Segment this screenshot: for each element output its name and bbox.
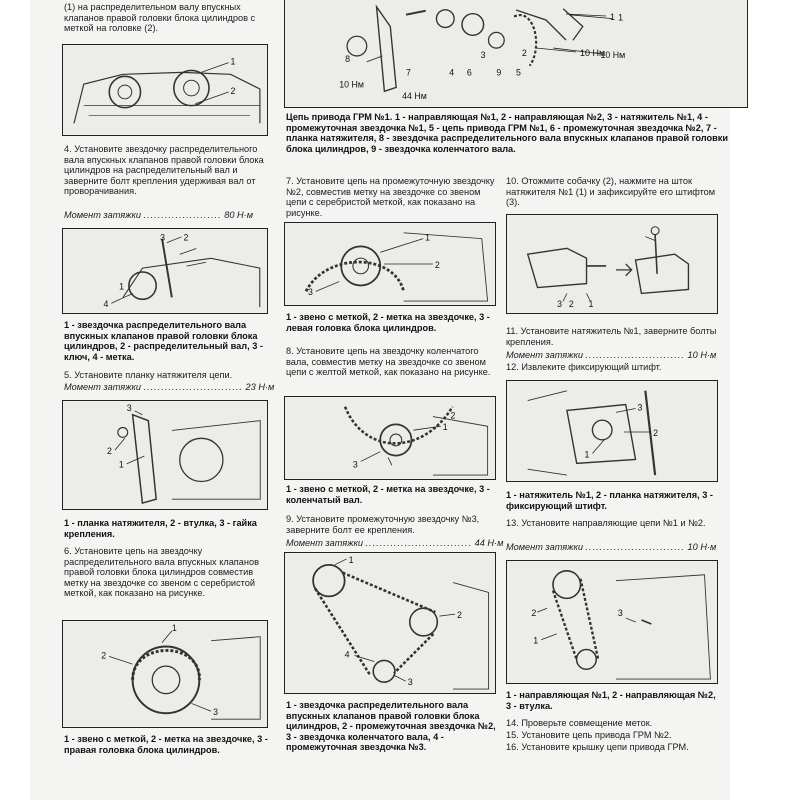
figure-callout-2: 2 (450, 410, 456, 421)
figure-callout-3: 3 (480, 49, 486, 60)
caption-figure-6: 1 - звено с меткой, 2 - метка на звездочке, 3 - коленчатый вал. (286, 484, 490, 505)
figure-callout-1: 1 (584, 449, 590, 460)
figure-callout-torque: 10 Нм (580, 48, 606, 58)
figure-callout-3: 3 (160, 232, 166, 243)
torque-row-step5: Момент затяжки ............................ 23 Н·м (64, 382, 275, 392)
figure-tensioner-pin (506, 214, 718, 314)
paragraph-step9: 9. Установите промежуточную звездочку №3, заверните болт ее крепления. (286, 514, 480, 535)
torque-label: Момент затяжки (64, 382, 141, 392)
torque-value: 23 Н·м (245, 382, 275, 392)
figure-tensioner-installed-drawing (507, 381, 717, 481)
torque-label: Момент затяжки (506, 350, 583, 360)
figure-crankshaft-sprocket-drawing (285, 397, 495, 479)
torque-label: Момент затяжки (286, 538, 363, 548)
figure-callout-2: 2 (230, 85, 236, 96)
figure-callout-3: 3 (407, 677, 413, 688)
figure-tensioner-rail (62, 400, 268, 510)
figure-callout-4: 4 (449, 67, 455, 78)
figure-callout-2: 2 (653, 427, 659, 438)
figure-callout-1: 1 (118, 459, 124, 470)
figure-callout-9: 9 (496, 67, 502, 78)
figure-callout-8: 8 (345, 53, 351, 64)
torque-value: 44 Н·м (474, 538, 504, 548)
figure-camshaft-mark (62, 44, 268, 136)
caption-figure-4: 1 - звено с меткой, 2 - метка на звездочке, 3 - правая головка блока цилиндров. (64, 734, 268, 755)
paragraph-step14: 14. Проверьте совмещение меток. (506, 718, 653, 728)
torque-value: 80 Н·м (224, 210, 253, 220)
paragraph-step10: 10. Отожмите собачку (2), нажмите на шток натяжителя №1 (1) и зафиксируйте его штифтом (3). (506, 176, 716, 208)
caption-figure-5: 1 - звено с меткой, 2 - метка на звездочке, 3 - левая головка блока цилиндров. (286, 312, 490, 333)
figure-callout-3: 3 (617, 608, 623, 619)
figure-callout-1: 1 (230, 56, 236, 67)
paragraph-step4: 4. Установите звездочку распределительного вала впускных клапанов правой головки блока цилиндров на распределительный вал и заверните болт крепления удерживая вал от проворачивания. (64, 144, 264, 197)
figure-camshaft-sprocket-drawing (63, 229, 267, 313)
paragraph-step3-end: (1) на распределительном валу впускных клапанов правой головки блока цилиндров с меткой на головке (2). (64, 2, 256, 34)
figure-callout-2: 2 (531, 608, 537, 619)
caption-figure-9: 1 - натяжитель №1, 2 - планка натяжителя, 3 - фиксирующий штифт. (506, 490, 713, 511)
torque-row-step4: Момент затяжки ...................... 80 Н·м (64, 210, 253, 220)
figure-camshaft-mark-drawing (63, 45, 267, 135)
figure-callout-torque-c: 44 Нм (402, 91, 427, 102)
figure-callout-2: 2 (521, 47, 527, 58)
figure-callout-2: 2 (434, 259, 440, 270)
caption-figure-10: 1 - направляющая №1, 2 - направляющая №2, 3 - втулка. (506, 690, 716, 711)
figure-tensioner-rail-drawing (63, 401, 267, 509)
paragraph-step11: 11. Установите натяжитель №1, заверните болты крепления. (506, 326, 717, 347)
figure-timing-chain-right-part (506, 0, 726, 60)
torque-row-step11: Момент затяжки ............................ 10 Н·м (506, 350, 717, 360)
paragraph-step12: 12. Извлеките фиксирующий штифт. (506, 362, 662, 372)
figure-callout-2: 2 (183, 232, 189, 243)
torque-value: 10 Н·м (687, 350, 717, 360)
figure-callout-1: 1 (442, 422, 448, 433)
figure-callout-3: 3 (126, 402, 132, 413)
figure-chain-link-mark-drawing (63, 621, 267, 727)
torque-value: 10 Н·м (687, 542, 717, 552)
figure-chain-guides (506, 560, 718, 684)
paragraph-step15: 15. Установите цепь привода ГРМ №2. (506, 730, 672, 740)
torque-label: Момент затяжки (506, 542, 583, 552)
caption-figure-7: 1 - звездочка распределительного вала впускных клапанов правой головки блока цилиндров, 2 - промежуточная звездочка №2, 3 - звездочка коленчатого вала, 4 - промежуточная звездочка №3. (286, 700, 496, 753)
figure-callout-3: 3 (308, 287, 313, 298)
figure-callout-torque-a: 10 Нм (600, 49, 626, 60)
figure-callout-1: 1 (171, 622, 177, 633)
figure-callout-1: 1 (533, 635, 539, 646)
paragraph-step7: 7. Установите цепь на промежуточную звездочку №2, совместив метку на звездочке со звеном цепи с серебристой меткой, как показано на рисунке. (286, 176, 495, 218)
paragraph-step16: 16. Установите крышку цепи привода ГРМ. (506, 742, 689, 752)
figure-callout-4: 4 (344, 649, 350, 660)
caption-figure-3: 1 - планка натяжителя, 2 - втулка, 3 - гайка крепления. (64, 518, 257, 539)
caption-figure-2: 1 - звездочка распределительного вала впускных клапанов правой головки блока цилиндров, 2 - распределительный вал, 3 - ключ, 4 - метка. (64, 320, 263, 362)
figure-tensioner-installed (506, 380, 718, 482)
paragraph-step13: 13. Установите направляющие цепи №1 и №2. (506, 518, 706, 528)
figure-chain-routing (284, 552, 496, 694)
figure-callout-1: 1 (425, 232, 431, 243)
figure-callout-2: 2 (568, 299, 574, 310)
figure-idler-sprocket-2 (284, 222, 496, 306)
figure-callout-5: 5 (516, 67, 521, 78)
figure-callout-1: 1 (119, 281, 124, 292)
figure-callout-3: 3 (213, 707, 219, 718)
figure-callout-3: 3 (557, 299, 563, 310)
figure-callout-1: 1 (610, 12, 616, 22)
paragraph-step5: 5. Установите планку натяжителя цепи. (64, 370, 233, 380)
figure-idler-sprocket-2-drawing (285, 223, 495, 305)
figure-callout-1: 1 (588, 299, 594, 310)
torque-row-step13: Момент затяжки ............................ 10 Н·м (506, 542, 717, 552)
paragraph-step6: 6. Установите цепь на звездочку распределительного вала впускных клапанов правой головки блока цилиндров совместив метку на звездочке со звеном с серебристой меткой, как показано на рисунке. (64, 546, 259, 599)
figure-camshaft-sprocket (62, 228, 268, 314)
figure-chain-guides-drawing (507, 561, 717, 683)
figure-callout-2: 2 (457, 610, 462, 621)
figure-callout-1: 1 (348, 554, 354, 565)
figure-crankshaft-sprocket (284, 396, 496, 480)
caption-timing-chain: Цепь привода ГРМ №1. 1 - направляющая №1, 2 - направляющая №2, 3 - натяжитель №1, 4 - промежуточная звездочка №1, 5 - цепь привода ГРМ №1, 6 - промежуточная звездочка №2, 7 - планка натяжителя, 8 - звездочка распределительного вала впускных клапанов правой головки блока цилиндров, 9 - звездочка коленчатого вала. (286, 112, 728, 154)
figure-callout-3: 3 (637, 402, 643, 413)
figure-callout-2: 2 (101, 650, 107, 661)
figure-chain-link-mark (62, 620, 268, 728)
figure-callout-1: 1 (618, 12, 624, 23)
paragraph-step8: 8. Установите цепь на звездочку коленчатого вала, совместив метку на звездочке со звеном цепи с желтой меткой, как показано на рисунке. (286, 346, 491, 378)
torque-row-step9: Момент затяжки .............................. 44 Н·м (286, 538, 504, 548)
figure-tensioner-pin-drawing (507, 215, 717, 313)
manual-page (30, 0, 730, 800)
figure-callout-6: 6 (466, 67, 472, 78)
torque-label: Момент затяжки (64, 210, 141, 220)
figure-callout-3: 3 (352, 459, 358, 470)
figure-callout-4: 4 (103, 299, 109, 310)
figure-callout-torque-b: 10 Нм (339, 79, 364, 90)
figure-callout-7: 7 (406, 67, 411, 78)
figure-callout-2: 2 (107, 446, 112, 457)
figure-chain-routing-drawing (285, 553, 495, 693)
